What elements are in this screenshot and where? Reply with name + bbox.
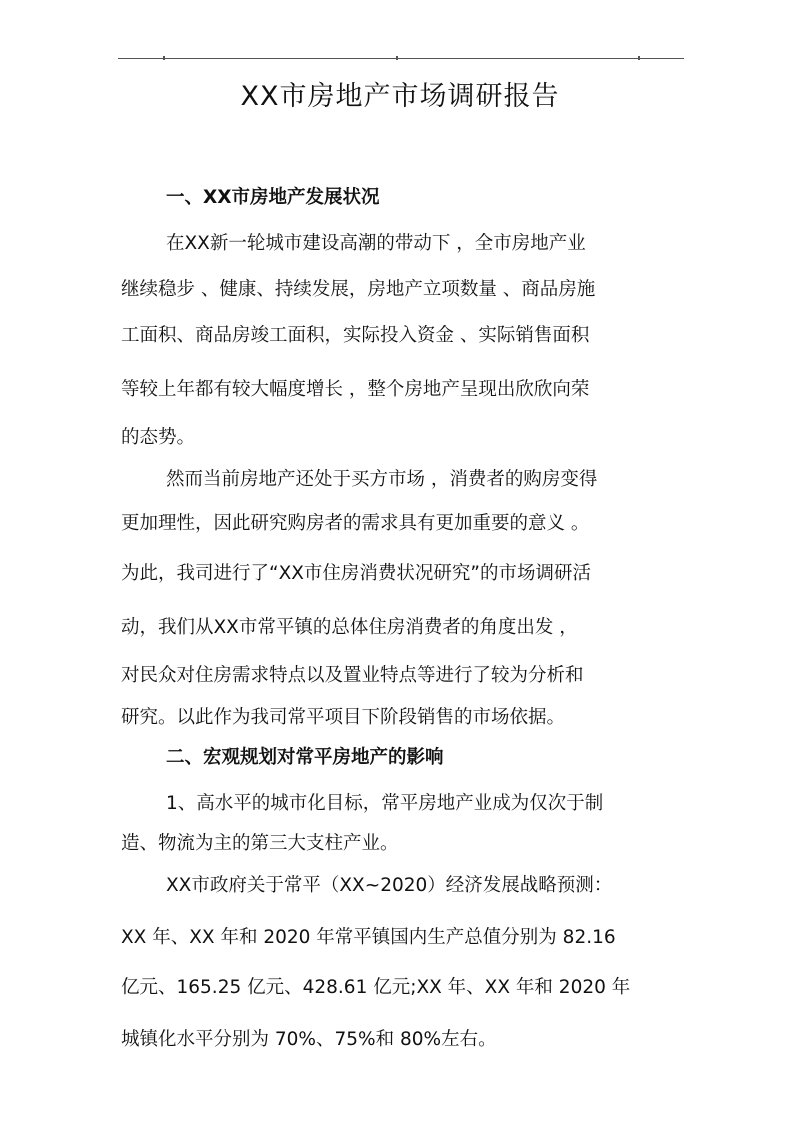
paragraph-line: 1、高水平的城市化目标，常平房地产业成为仅次于制 (166, 793, 604, 814)
section-heading-1: 一、XX市房地产发展状况 (166, 187, 380, 208)
paragraph-line: 对民众对住房需求特点以及置业特点等进行了较为分析和 (121, 665, 584, 686)
paragraph-line: 为此，我司进行了“XX市住房消费状况研究”的市场调研活 (121, 563, 592, 584)
paragraph-line: 工面积、商品房竣工面积，实际投入资金 、实际销售面积 (121, 325, 590, 346)
paragraph-line: 亿元、165.25 亿元、428.61 亿元;XX 年、XX 年和 2020 年 (121, 977, 631, 998)
paragraph-line: 造、物流为主的第三大支柱产业。 (121, 833, 399, 854)
paragraph-line: 然而当前房地产还处于买方市场 ，消费者的购房变得 (166, 469, 598, 490)
document-title: XX市房地产市场调研报告 (240, 81, 560, 112)
header-rule (118, 58, 684, 59)
section-heading-2: 二、宏观规划对常平房地产的影响 (166, 747, 444, 768)
paragraph-line: XX市政府关于常平（XX~2020）经济发展战略预测： (166, 875, 613, 896)
paragraph-line: 继续稳步 、健康、持续发展，房地产立项数量 、商品房施 (121, 279, 596, 300)
paragraph-line: 更加理性，因此研究购房者的需求具有更加重要的意义 。 (121, 513, 590, 534)
paragraph-line: 城镇化水平分别为 70%、75%和 80%左右。 (121, 1029, 497, 1050)
paragraph-line: 的态势。 (121, 427, 196, 448)
paragraph-line: 研究。以此作为我司常平项目下阶段销售的市场依据。 (121, 707, 566, 728)
paragraph-line: XX 年、XX 年和 2020 年常平镇国内生产总值分别为 82.16 (121, 927, 616, 948)
paragraph-line: 等较上年都有较大幅度增长 ，整个房地产呈现出欣欣向荣 (121, 379, 590, 400)
paragraph-line: 动，我们从XX市常平镇的总体住房消费者的角度出发 ， (121, 617, 578, 638)
paragraph-line: 在XX新一轮城市建设高潮的带动下 ，全市房地产业 (166, 233, 586, 254)
